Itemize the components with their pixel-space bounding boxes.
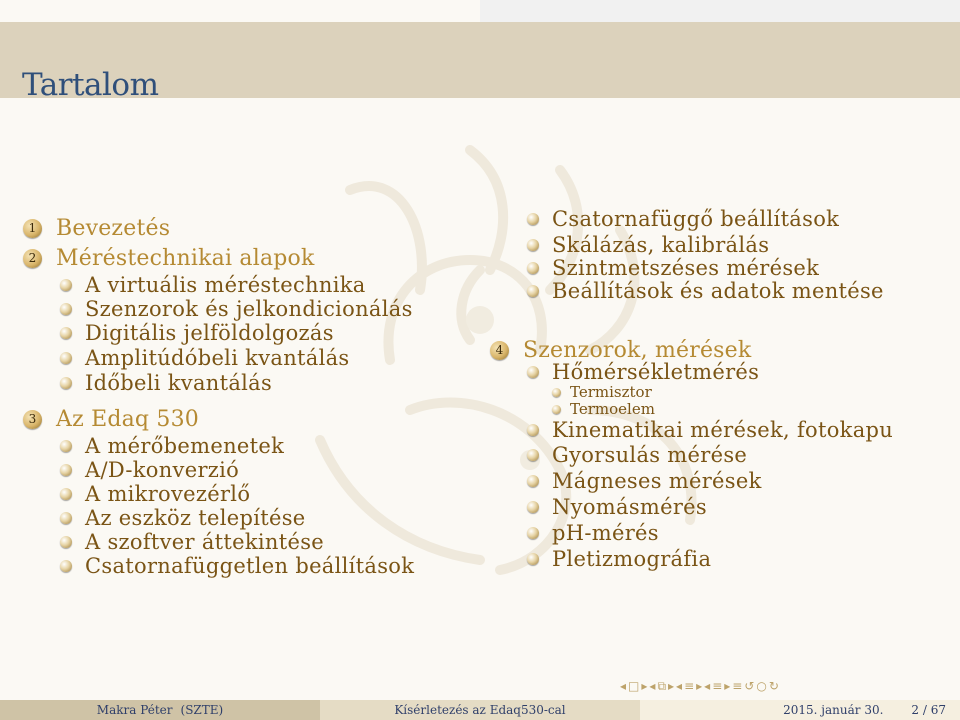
beamer-navigation (620, 676, 779, 696)
toc-subsection[interactable] (527, 443, 747, 467)
toc-subsection[interactable] (527, 233, 769, 257)
nav-forward-icon[interactable]: ↻ (768, 679, 779, 693)
toc-subsection[interactable] (60, 458, 239, 482)
footer-date: 2015. január 30. (783, 703, 884, 717)
section-number-badge: 3 (23, 410, 42, 429)
subsection-label: Digitális jelföldolgozás (85, 321, 334, 345)
toc-subsubsection[interactable] (552, 400, 655, 418)
bullet-icon (60, 536, 72, 548)
nav-next-frame-icon[interactable]: ▸ (641, 679, 648, 693)
subsection-label: pH-mérés (552, 521, 659, 545)
nav-subsection-icon[interactable]: ⧉ (657, 678, 667, 693)
subsection-label: Pletizmográfia (552, 547, 712, 571)
bullet-icon (527, 527, 539, 539)
nav-prev-section-icon[interactable]: ◂ (676, 679, 683, 693)
section-label: Szenzorok, mérések (523, 337, 752, 363)
bullet-icon (60, 327, 72, 339)
subsection-label: Szintmetszéses mérések (552, 256, 820, 280)
footer-author-box (0, 700, 320, 720)
subsection-label: Csatornafüggetlen beállítások (85, 554, 415, 578)
toc-subsection[interactable] (527, 418, 893, 442)
toc-subsection[interactable] (527, 547, 711, 571)
section-label: Méréstechnikai alapok (56, 245, 315, 271)
toc-subsection[interactable] (527, 256, 819, 280)
nav-next-icon[interactable]: ▸ (724, 679, 731, 693)
bullet-icon (527, 239, 539, 251)
footer-title-box (320, 700, 640, 720)
bullet-icon (60, 377, 72, 389)
bullet-icon (60, 279, 72, 291)
subsection-label: A/D-konverzió (85, 458, 240, 482)
subsection-label: Az eszköz telepítése (85, 506, 306, 530)
nav-prev-subsection-icon[interactable]: ◂ (649, 679, 656, 693)
subsection-label: A virtuális méréstechnika (85, 273, 366, 297)
subsection-label: A mikrovezérlő (85, 482, 251, 506)
nav-back-icon[interactable]: ↺ (744, 679, 755, 693)
section-number-badge: 2 (23, 249, 42, 268)
page-title: Tartalom (22, 67, 159, 103)
footer-date-box (640, 700, 960, 720)
subsection-label: Időbeli kvantálás (85, 371, 273, 395)
section-label: Az Edaq 530 (56, 406, 199, 432)
footer-title: Kísérletezés az Edaq530-cal (394, 703, 566, 717)
bullet-icon (60, 488, 72, 500)
bullet-icon (527, 449, 539, 461)
bullet-icon (552, 405, 561, 414)
bullet-icon (60, 440, 72, 452)
toc-subsection[interactable] (60, 506, 306, 530)
toc-subsection[interactable] (60, 530, 324, 554)
bullet-icon (60, 464, 72, 476)
toc-subsection[interactable] (527, 495, 707, 519)
bullet-icon (60, 512, 72, 524)
toc-section-1[interactable] (23, 214, 170, 242)
subsection-label: Kinematikai mérések, fotokapu (552, 418, 894, 442)
bullet-icon (60, 352, 72, 364)
subsection-label: Hőmérsékletmérés (552, 360, 760, 384)
nav-next-section-icon[interactable]: ▸ (696, 679, 703, 693)
toc-subsection[interactable] (60, 297, 413, 321)
bullet-icon (527, 501, 539, 513)
footer (0, 700, 960, 720)
bullet-icon (527, 553, 539, 565)
toc-subsection[interactable] (527, 360, 759, 384)
bullet-icon (527, 285, 539, 297)
subsection-label: Szenzorok és jelkondicionálás (85, 297, 413, 321)
toc-subsection[interactable] (527, 279, 884, 303)
toc-subsection[interactable] (527, 469, 762, 493)
section-number-badge: 1 (23, 219, 42, 238)
subsection-label: Beállítások és adatok mentése (552, 279, 884, 303)
nav-search-icon[interactable]: ○ (756, 679, 767, 693)
subsection-label: A mérőbemenetek (85, 434, 285, 458)
bullet-icon (527, 213, 539, 225)
toc-subsection[interactable] (60, 273, 366, 297)
toc-subsection[interactable] (527, 207, 839, 231)
bullet-icon (527, 475, 539, 487)
nav-prev-icon[interactable]: ◂ (704, 679, 711, 693)
subsection-label: Mágneses mérések (552, 469, 762, 493)
toc-subsection[interactable] (527, 521, 659, 545)
subsubsection-label: Termisztor (570, 383, 652, 401)
toc-section-2[interactable] (23, 244, 315, 272)
bullet-icon (60, 303, 72, 315)
subsection-label: Nyomásmérés (552, 495, 707, 519)
subsection-label: Skálázás, kalibrálás (552, 233, 770, 257)
footer-author: Makra Péter (96, 703, 173, 717)
section-number-badge: 4 (490, 341, 509, 360)
footer-page-number: 2 / 67 (911, 703, 946, 717)
nav-prev-frame-icon[interactable]: ◂ (620, 679, 627, 693)
nav-frame-icon[interactable]: □ (628, 679, 640, 693)
subsection-label: Csatornafüggő beállítások (552, 207, 840, 231)
section-label: Bevezetés (56, 215, 171, 241)
bullet-icon (60, 560, 72, 572)
nav-next-subsection-icon[interactable]: ▸ (668, 679, 675, 693)
toc-section-3[interactable] (23, 405, 199, 433)
subsection-label: Gyorsulás mérése (552, 443, 748, 467)
toc-subsection[interactable] (60, 554, 414, 578)
subsection-label: A szoftver áttekintése (85, 530, 325, 554)
nav-menu-icon[interactable]: ≡ (732, 679, 743, 693)
toc-subsection[interactable] (60, 482, 250, 506)
bullet-icon (527, 366, 539, 378)
toc-subsection[interactable] (60, 346, 350, 370)
nav-document-icon[interactable]: ≡ (712, 679, 723, 693)
bullet-icon (527, 262, 539, 274)
footer-institute: (SZTE) (180, 703, 224, 717)
nav-section-icon[interactable]: ≡ (684, 679, 695, 693)
toc-subsection[interactable] (60, 321, 334, 345)
bullet-icon (527, 424, 539, 436)
toc-subsubsection[interactable] (552, 383, 652, 401)
subsection-label: Amplitúdóbeli kvantálás (85, 346, 350, 370)
toc-subsection[interactable] (60, 434, 284, 458)
bullet-icon (552, 388, 561, 397)
toc-subsection[interactable] (60, 371, 272, 395)
subsubsection-label: Termoelem (570, 400, 655, 418)
